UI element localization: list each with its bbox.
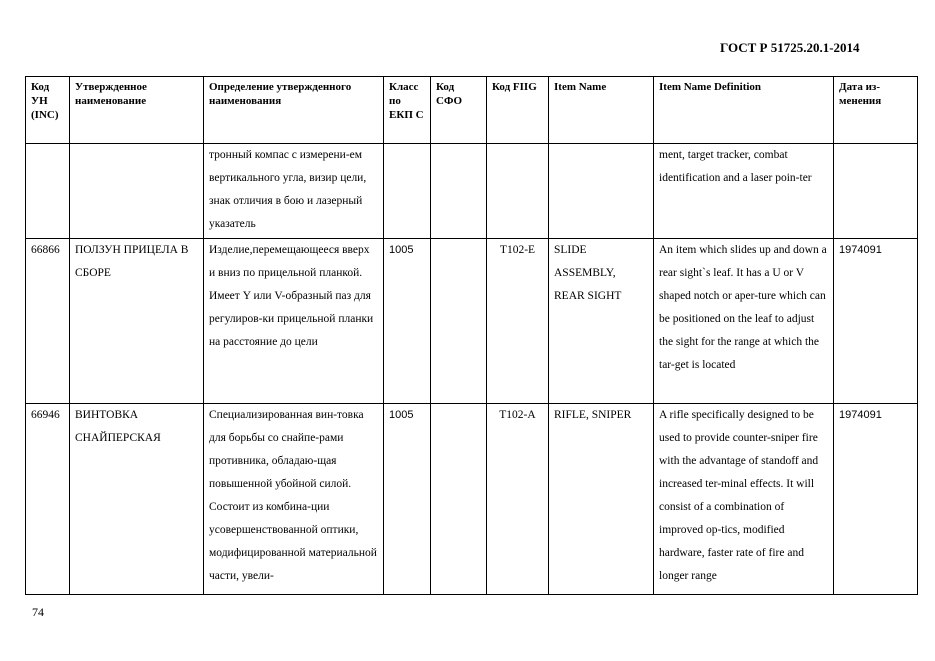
cell-sfo	[431, 239, 487, 404]
table-row	[26, 404, 918, 595]
cell-item-definition: An item which slides up and down a rear sight`s leaf. It has a U or V shaped notch or aper-ture which can be positioned on the leaf to adjust the sight for the range at which the tar-get is located	[654, 239, 834, 404]
cell-sfo	[431, 144, 487, 239]
cell-item-name: SLIDE ASSEMBLY, REAR SIGHT	[549, 239, 654, 404]
cell-fiig: T102-A	[487, 404, 549, 595]
cell-code	[26, 144, 70, 239]
cell-class: 1005	[384, 239, 431, 404]
cell-definition: Специализированная вин-товка для борьбы со снайпе-рами противника, обладаю-щая повышенной убойной силой. Состоит из комбина-ции усовершенствованной оптики, модифицированной материальной части, увели-	[204, 404, 384, 595]
page-number: 74	[32, 605, 44, 619]
col-header-name: Утвержденное наименование	[70, 77, 204, 144]
header-row	[26, 77, 918, 144]
standard-number: ГОСТ Р 51725.20.1-2014	[720, 40, 860, 55]
table-row	[26, 239, 918, 404]
cell-sfo	[431, 404, 487, 595]
cell-name	[70, 144, 204, 239]
cell-item-name	[549, 144, 654, 239]
col-header-sfo: Код СФО	[431, 77, 487, 144]
col-header-code: Код УН (INC)	[26, 77, 70, 144]
col-header-item-name: Item Name	[549, 77, 654, 144]
col-header-class: Класс по ЕКП С	[384, 77, 431, 144]
catalog-table	[25, 76, 918, 595]
cell-fiig	[487, 144, 549, 239]
cell-date	[834, 144, 918, 239]
col-header-fiig: Код FIIG	[487, 77, 549, 144]
cell-class	[384, 144, 431, 239]
cell-definition: тронный компас с измерени-ем вертикального угла, визир цели, знак отличия в бою и лазерный указатель	[204, 144, 384, 239]
col-header-item-definition: Item Name Definition	[654, 77, 834, 144]
cell-item-definition: ment, target tracker, combat identification and a laser poin-ter	[654, 144, 834, 239]
cell-definition: Изделие,перемещающееся вверх и вниз по прицельной планкой. Имеет Y или V-образный паз для регулиров-ки прицельной планки на расстояние до цели	[204, 239, 384, 404]
col-header-date: Дата из-менения	[834, 77, 918, 144]
cell-name: ПОЛЗУН ПРИЦЕЛА В СБОРЕ	[70, 239, 204, 404]
cell-item-definition: A rifle specifically designed to be used to provide counter-sniper fire with the advantage of standoff and increased ter-minal effects. It will consist of a combination of improved op-tics, modified hardware, faster rate of fire and longer range	[654, 404, 834, 595]
cell-class: 1005	[384, 404, 431, 595]
cell-fiig: T102-E	[487, 239, 549, 404]
col-header-definition: Определение утвержденного наименования	[204, 77, 384, 144]
cell-code: 66866	[26, 239, 70, 404]
cell-name: ВИНТОВКА СНАЙПЕРСКАЯ	[70, 404, 204, 595]
cell-date: 1974091	[834, 239, 918, 404]
cell-code: 66946	[26, 404, 70, 595]
cell-date: 1974091	[834, 404, 918, 595]
table-row	[26, 144, 918, 239]
cell-item-name: RIFLE, SNIPER	[549, 404, 654, 595]
